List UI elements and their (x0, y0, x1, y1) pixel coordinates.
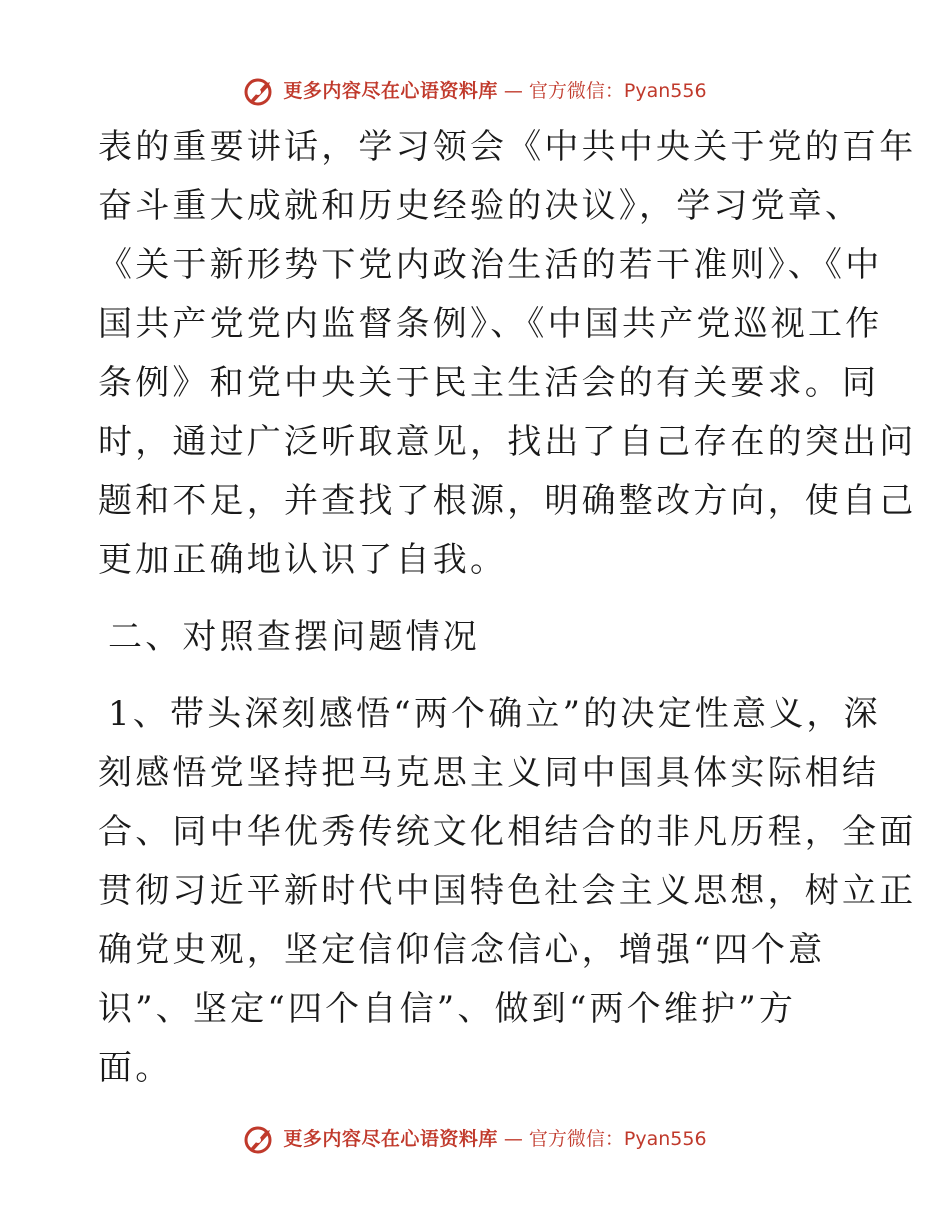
text-line: 《关于新形势下党内政治生活的若干准则》、《中 (98, 245, 883, 285)
watermark-dash: — (503, 1127, 523, 1150)
text-line: 刻感悟党坚持把马克思主义同中国具体实际相结 (98, 753, 880, 793)
header-watermark (0, 76, 950, 106)
text-line: 合、同中华优秀传统文化相结合的非凡历程，全面 (98, 812, 917, 852)
paragraph-2 (98, 685, 917, 1098)
text-line: 更加正确地认识了自我。 (98, 540, 508, 580)
pen-circle-logo-icon (243, 76, 277, 106)
footer-watermark (0, 1124, 950, 1154)
text-line: 贯彻习近平新时代中国特色社会主义思想，树立正 (98, 871, 917, 911)
text-line: 识”、坚定“四个自信”、做到“两个维护”方 (98, 989, 797, 1029)
watermark-dash: — (503, 79, 523, 102)
paragraph-1 (98, 118, 917, 590)
text-line: 1、带头深刻感悟“两个确立”的决定性意义，深 (108, 694, 881, 734)
text-line: 表的重要讲话，学习领会《中共中央关于党的百年 (98, 127, 917, 167)
watermark-main-text: 更多内容尽在心语资料库 (283, 1127, 498, 1150)
text-line: 时，通过广泛听取意见，找出了自己存在的突出问 (98, 422, 917, 462)
text-line: 面。 (98, 1048, 173, 1088)
document-body (98, 118, 917, 1098)
text-line: 确党史观，坚定信仰信念信心，增强“四个意 (98, 930, 826, 970)
watermark-sub-text: 官方微信：Pyan556 (528, 79, 707, 102)
watermark-main-text: 更多内容尽在心语资料库 (283, 79, 498, 102)
text-line: 奋斗重大成就和历史经验的决议》，学习党章、 (98, 186, 863, 226)
text-line: 国共产党党内监督条例》、《中国共产党巡视工作 (98, 304, 883, 344)
pen-circle-logo-icon (243, 1124, 277, 1154)
text-line: 条例》和党中央关于民主生活会的有关要求。同 (98, 363, 880, 403)
text-line: 题和不足，并查找了根源，明确整改方向，使自己 (98, 481, 917, 521)
section-heading: 二、对照查摆问题情况 (108, 617, 480, 657)
watermark-sub-text: 官方微信：Pyan556 (528, 1127, 707, 1150)
